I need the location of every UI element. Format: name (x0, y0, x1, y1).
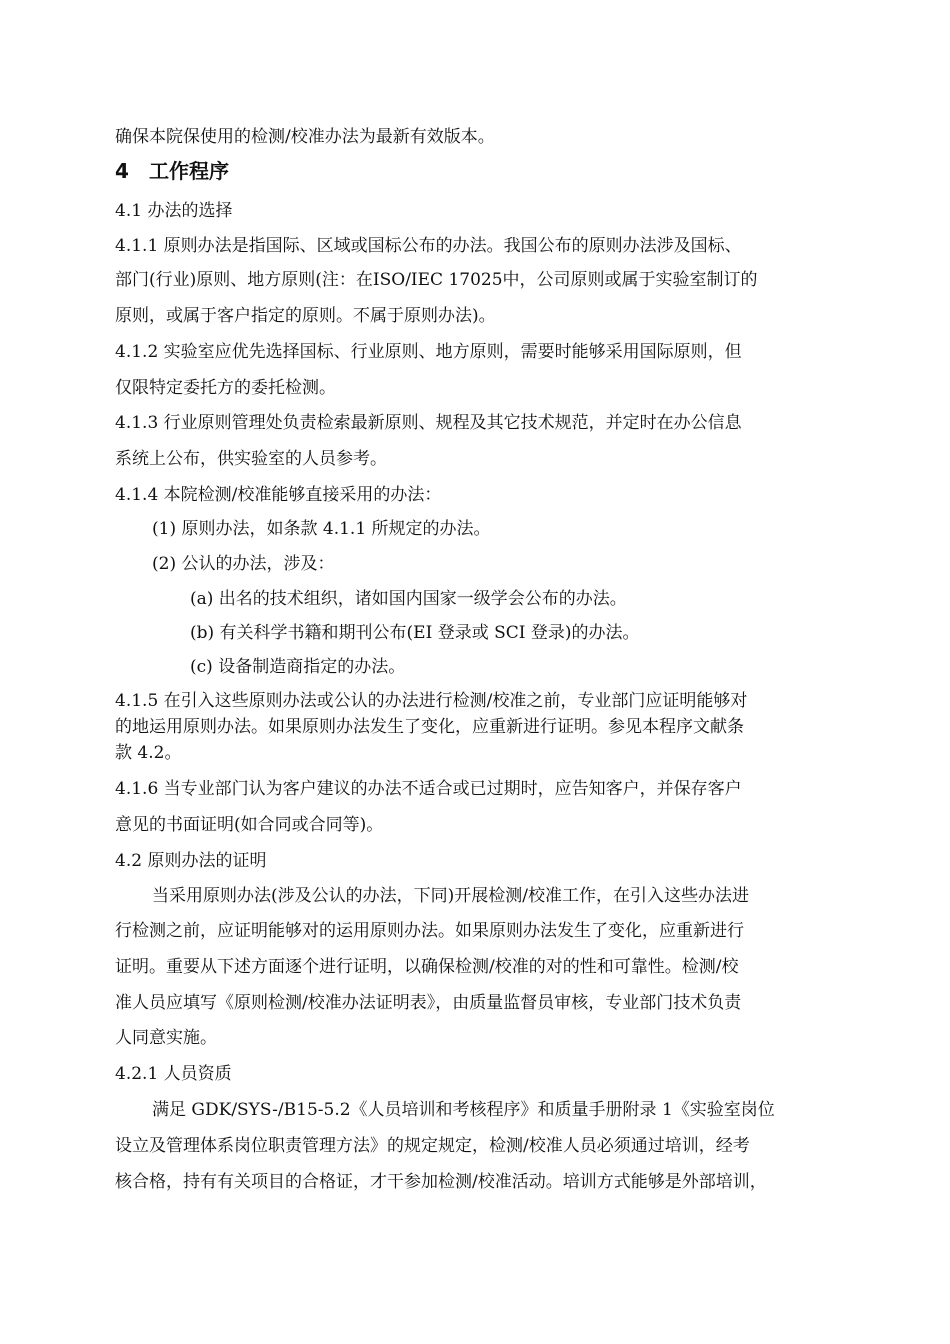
paragraph-line: 意见的书面证明(如合同或合同等)。 (115, 815, 384, 835)
paragraph-line: 当采用原则办法(涉及公认的办法，下同)开展检测/校准工作，在引入这些办法进 (152, 886, 749, 906)
paragraph-line: 仅限特定委托方的委托检测。 (115, 378, 336, 398)
sub-list-item: (b) 有关科学书籍和期刊公布(EI 登录或 SCI 登录)的办法。 (190, 623, 640, 643)
paragraph-line: 原则，或属于客户指定的原则。不属于原则办法)。 (115, 306, 496, 326)
section-heading (115, 160, 845, 182)
paragraph-line: 准人员应填写《原则检测/校准办法证明表》，由质量监督员审核，专业部门技术负责 (115, 993, 742, 1013)
subsection-heading: 4.2 原则办法的证明 (115, 851, 267, 871)
paragraph-line: 4.1.3 行业原则管理处负责检索最新原则、规程及其它技术规范，并定时在办公信息 (115, 413, 742, 433)
paragraph-line: 设立及管理体系岗位职责管理方法》的规定规定，检测/校准人员必须通过培训，经考 (115, 1136, 750, 1156)
paragraph-line: 部门(行业)原则、地方原则(注：在ISO/IEC 17025中，公司原则或属于实验室制订的 (115, 270, 758, 290)
paragraph-line: 4.1.6 当专业部门认为客户建议的办法不适合或已过期时，应告知客户，并保存客户 (115, 779, 742, 799)
paragraph-line: 款 4.2。 (115, 743, 182, 763)
paragraph-line: 满足 GDK/SYS-/B15-5.2《人员培训和考核程序》和质量手册附录 1《实验室岗位 (152, 1100, 775, 1120)
list-item: (2) 公认的办法，涉及： (152, 554, 335, 574)
paragraph-line: 的地运用原则办法。如果原则办法发生了变化，应重新进行证明。参见本程序文献条 (115, 717, 744, 737)
paragraph-line: 确保本院保使用的检测/校准办法为最新有效版本。 (115, 127, 495, 147)
sub-list-item: (a) 出名的技术组织，诸如国内国家一级学会公布的办法。 (190, 589, 627, 609)
paragraph-line: 证明。重要从下述方面逐个进行证明，以确保检测/校准的对的性和可靠性。检测/校 (115, 957, 739, 977)
subsection-heading: 4.2.1 人员资质 (115, 1064, 232, 1084)
section-title: 工作程序 (149, 160, 229, 182)
paragraph-line: 4.1.4 本院检测/校准能够直接采用的办法： (115, 485, 442, 505)
paragraph-line: 人同意实施。 (115, 1028, 217, 1048)
paragraph-line: 系统上公布，供实验室的人员参考。 (115, 449, 387, 469)
section-number: 4 (115, 160, 129, 182)
sub-list-item: (c) 设备制造商指定的办法。 (190, 657, 406, 677)
paragraph-line: 行检测之前，应证明能够对的运用原则办法。如果原则办法发生了变化，应重新进行 (115, 921, 744, 941)
list-item: (1) 原则办法，如条款 4.1.1 所规定的办法。 (152, 519, 491, 539)
paragraph-line: 核合格，持有有关项目的合格证，才干参加检测/校准活动。培训方式能够是外部培训， (115, 1172, 767, 1192)
paragraph-line: 4.1.2 实验室应优先选择国标、行业原则、地方原则，需要时能够采用国际原则，但 (115, 342, 742, 362)
paragraph-line: 4.1.1 原则办法是指国际、区域或国标公布的办法。我国公布的原则办法涉及国标、 (115, 236, 742, 256)
paragraph-line: 4.1.5 在引入这些原则办法或公认的办法进行检测/校准之前，专业部门应证明能够对 (115, 691, 748, 711)
subsection-heading: 4.1 办法的选择 (115, 201, 233, 221)
